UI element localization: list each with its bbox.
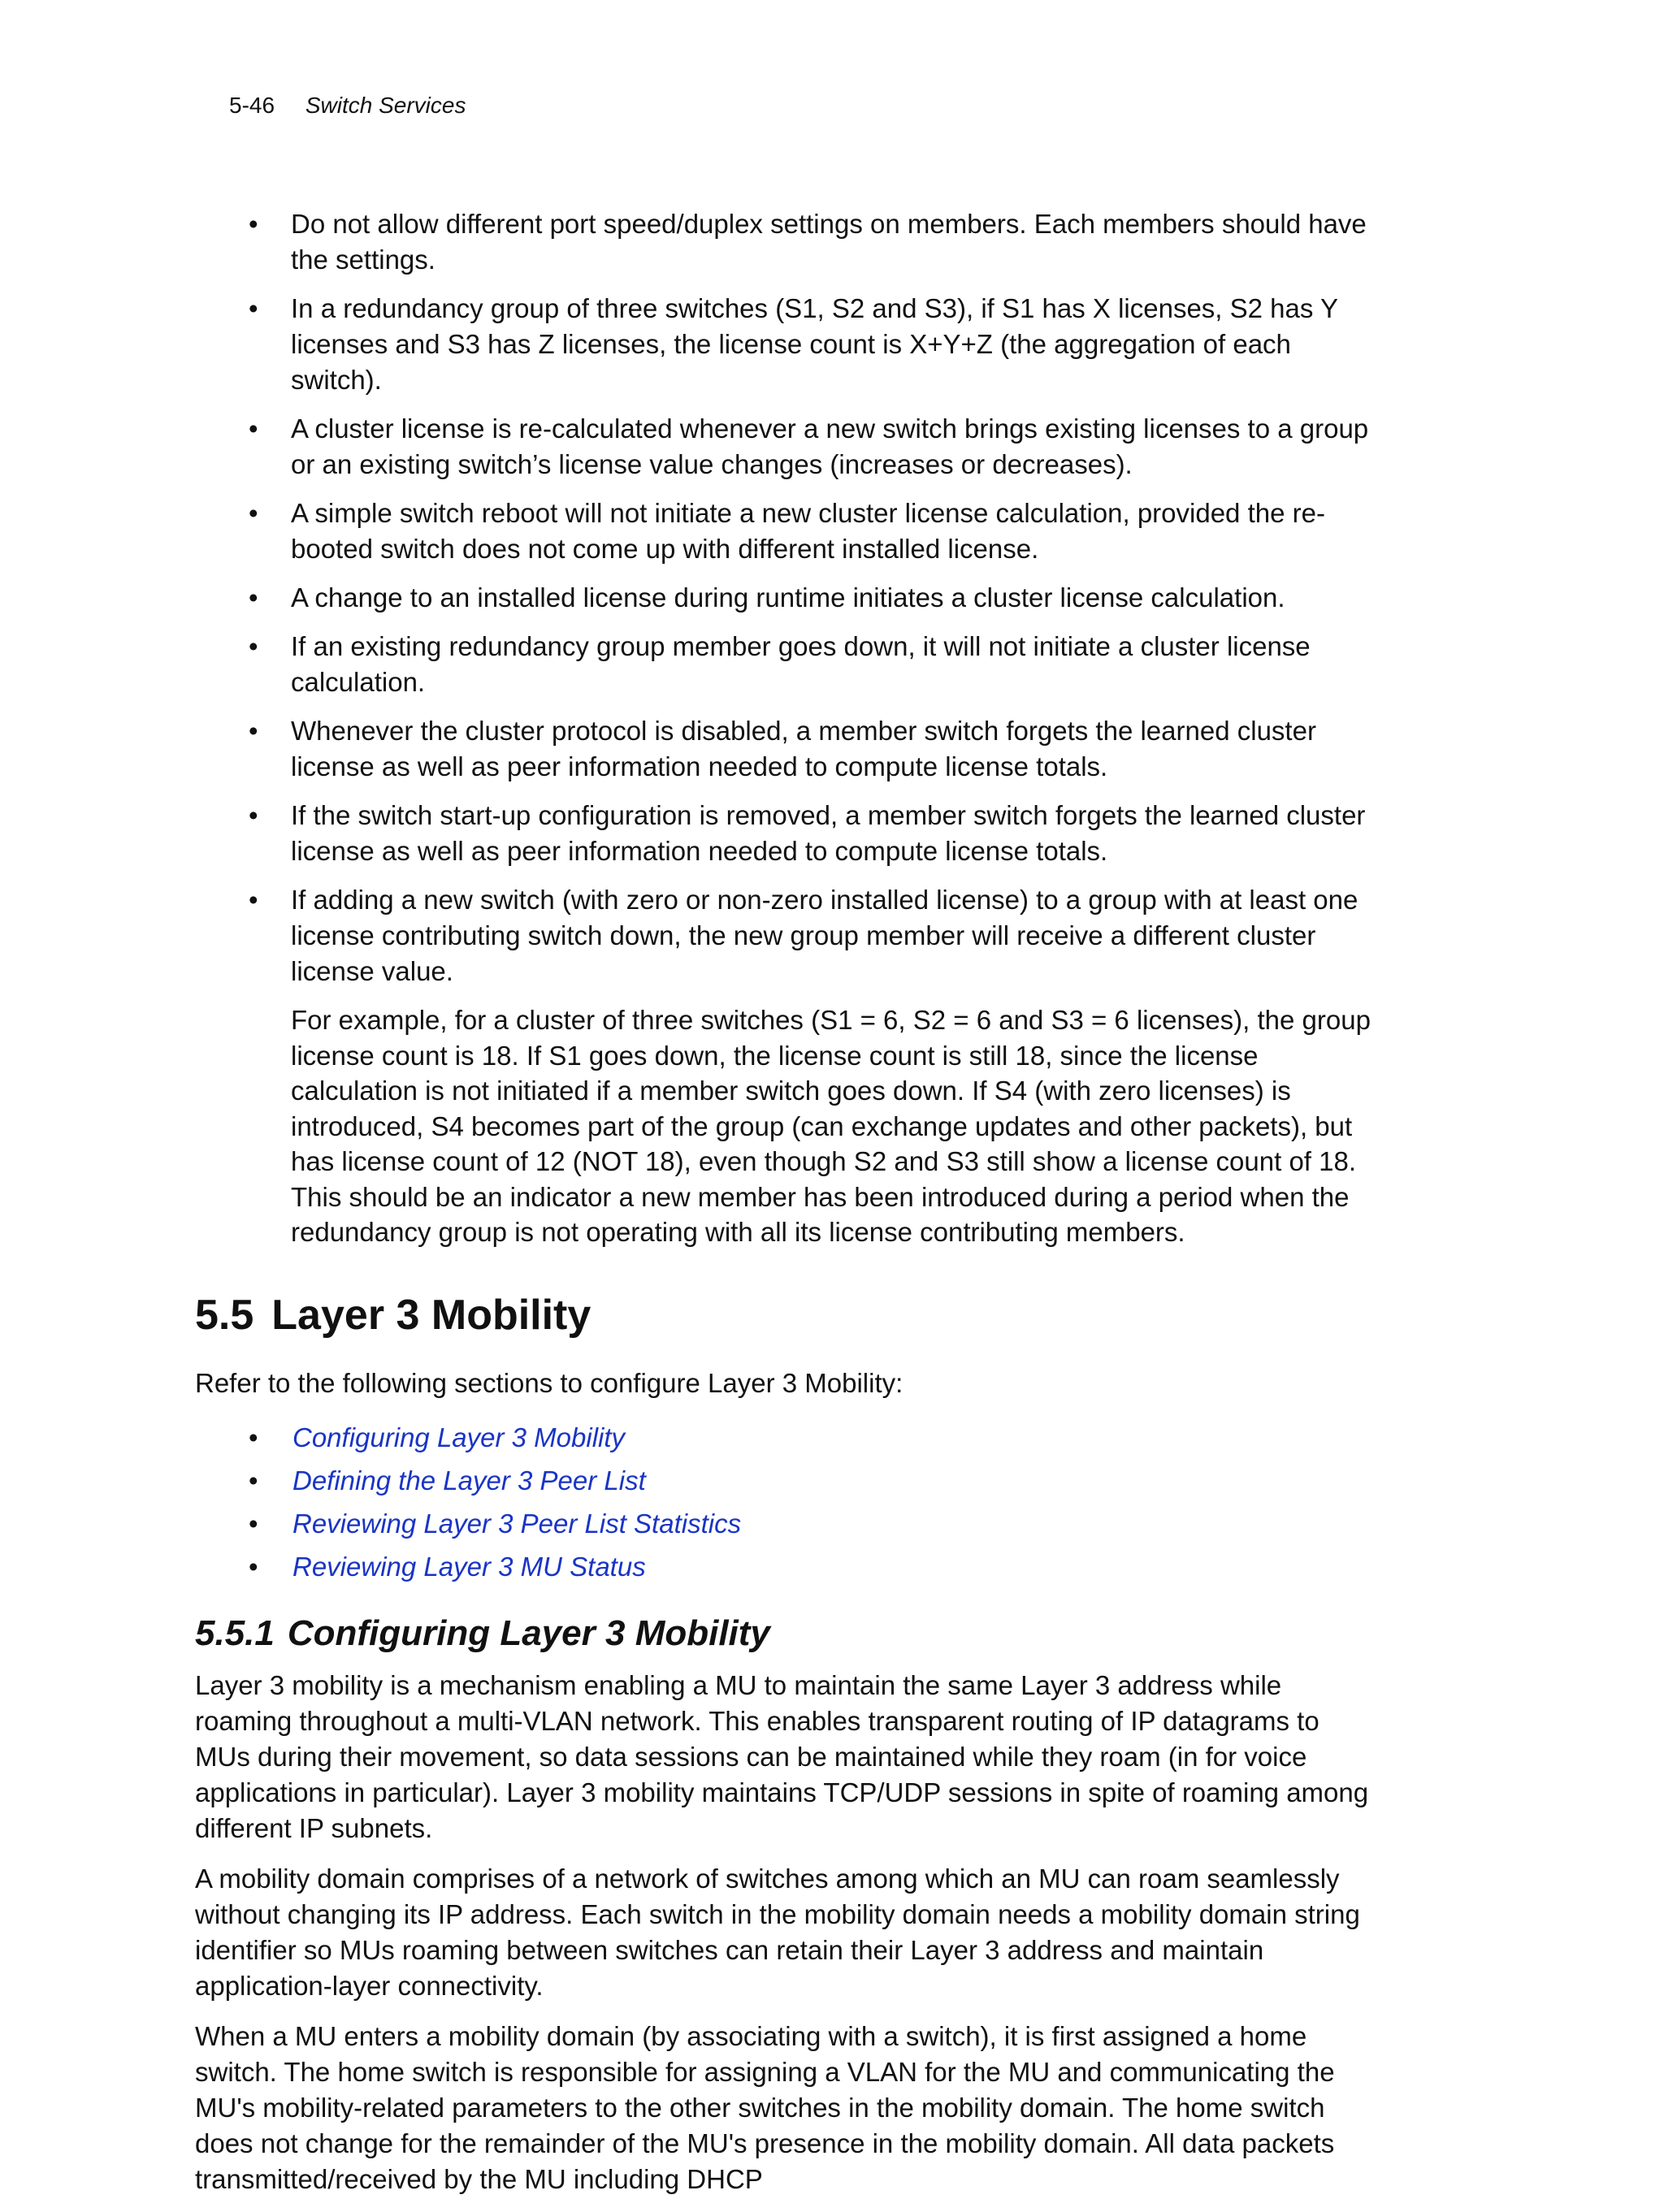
section-links-list (195, 1416, 1373, 1588)
chapter-title: Switch Services (305, 93, 466, 118)
list-item: • If adding a new switch (with zero or non-zero installed license) to a group with at least one license contributing switch down, the new group member will receive a different cluster license value. (195, 882, 1373, 989)
list-item: • A cluster license is re-calculated whenever a new switch brings existing licenses to a group or an existing switch’s license value changes (increases or decreases). (195, 411, 1373, 483)
link-reviewing-layer3-mu-status[interactable]: Reviewing Layer 3 MU Status (292, 1551, 646, 1582)
list-item: • If an existing redundancy group member goes down, it will not initiate a cluster license calculation. (195, 629, 1373, 700)
subsection-number: 5.5.1 (195, 1612, 275, 1653)
subsection-title: Configuring Layer 3 Mobility (287, 1612, 770, 1653)
list-item: • If the switch start-up configuration is removed, a member switch forgets the learned cluster license as well as peer information needed to compute license totals. (195, 798, 1373, 869)
example-paragraph: For example, for a cluster of three switches (S1 = 6, S2 = 6 and S3 = 6 licenses), the group license count is 18. If S1 goes down, the license count is still 18, since the license calculation is not initiated if a member switch goes down. If S4 (with zero licenses) is introduced, S4 becomes part of the group (can exchange updates and other packets), but has license count of 12 (NOT 18), even though S2 and S3 still show a license count of 18. This should be an indicator a new member has been introduced during a period when the redundancy group is not operating with all its license contributing members. (291, 1005, 1371, 1247)
list-item: • In a redundancy group of three switches (S1, S2 and S3), if S1 has X licenses, S2 has Y licenses and S3 has Z licenses, the license count is X+Y+Z (the aggregation of each switch). (195, 291, 1373, 398)
list-item (195, 1416, 1373, 1459)
section-number: 5.5 (195, 1291, 254, 1339)
section-intro: Refer to the following sections to configure Layer 3 Mobility: (195, 1367, 904, 1398)
page-content (195, 206, 1373, 2212)
list-item: • Do not allow different port speed/duplex settings on members. Each members should have the settings. (195, 206, 1373, 278)
section-title: Layer 3 Mobility (271, 1291, 592, 1339)
license-rules-list (195, 206, 1373, 989)
link-configuring-layer3-mobility[interactable]: Configuring Layer 3 Mobility (292, 1422, 626, 1452)
list-item: • Whenever the cluster protocol is disabled, a member switch forgets the learned cluster license as well as peer information needed to compute license totals. (195, 713, 1373, 785)
body-paragraph: A mobility domain comprises of a network of switches among which an MU can roam seamlessly without changing its IP address. Each switch in the mobility domain needs a mobility domain string identifier so MUs roaming between switches can retain their Layer 3 address and maintain application-layer connectivity. (195, 1863, 1360, 2001)
subsection-heading (195, 1611, 1373, 1656)
list-item (195, 1545, 1373, 1588)
list-item: • A change to an installed license during runtime initiates a cluster license calculation. (195, 580, 1373, 616)
body-paragraph: When a MU enters a mobility domain (by associating with a switch), it is first assigned a home switch. The home switch is responsible for assigning a VLAN for the MU and communicating the MU's mobility-related parameters to the other switches in the mobility domain. The home switch does not change for the remainder of the MU's presence in the mobility domain. All data packets transmitted/received by the MU including DHCP (195, 2020, 1335, 2194)
page-header (229, 89, 466, 122)
body-paragraph: Layer 3 mobility is a mechanism enabling a MU to maintain the same Layer 3 address while roaming throughout a multi-VLAN network. This enables transparent routing of IP datagrams to MUs during their movement, so data sessions can be maintained while they roam (in for voice applications in particular). Layer 3 mobility maintains TCP/UDP sessions in spite of roaming among different IP subnets. (195, 1669, 1369, 1843)
list-item (195, 1459, 1373, 1502)
list-item: • A simple switch reboot will not initiate a new cluster license calculation, provided the re-booted switch does not come up with different installed license. (195, 496, 1373, 567)
list-item (195, 1502, 1373, 1545)
link-reviewing-layer3-peer-list-statistics[interactable]: Reviewing Layer 3 Peer List Statistics (292, 1508, 742, 1539)
link-defining-layer3-peer-list[interactable]: Defining the Layer 3 Peer List (292, 1465, 646, 1496)
page-number: 5-46 (229, 93, 275, 118)
section-heading (195, 1289, 1373, 1341)
